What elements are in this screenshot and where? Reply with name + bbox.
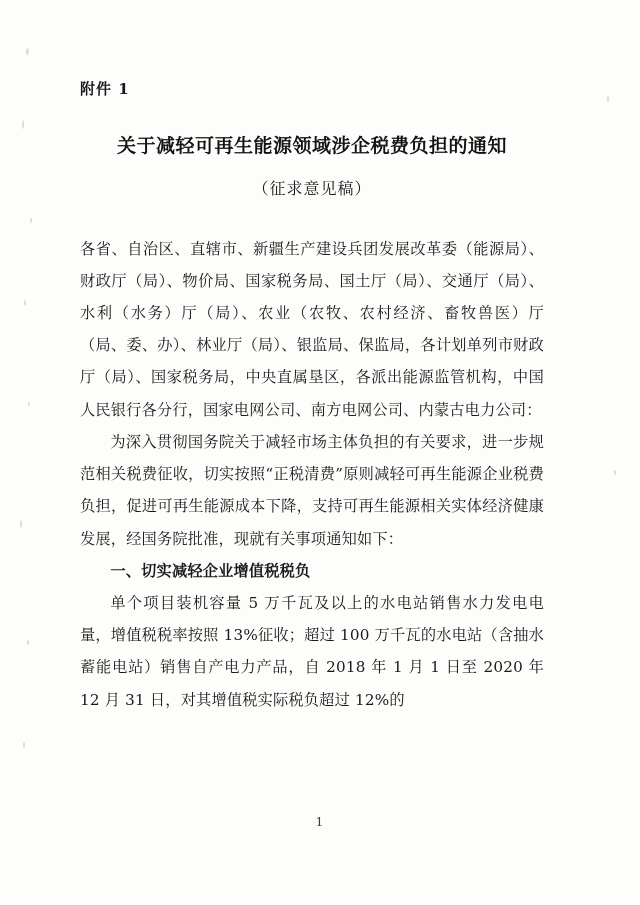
section-one-paragraph: 单个项目装机容量 5 万千瓦及以上的水电站销售水力发电电量，增值税税率按照 13%征收；超过 100 万千瓦的水电站（含抽水蓄能电站）销售自产电力产品，自 2018 年 1 月 1 日至 2020 年 12 月 31 日，对其增值税实际税负超过 12%的 <box>80 594 544 709</box>
section-heading-one: 一、切实减轻企业增值税税负 <box>110 561 311 580</box>
page-title: 关于减轻可再生能源领域涉企税费负担的通知 <box>116 135 507 157</box>
attachment-label: 附件 1 <box>80 80 130 98</box>
preamble-paragraph: 为深入贯彻国务院关于减轻市场主体负担的有关要求，进一步规范相关税费征收，切实按照“正税清费”原则减轻可再生能源企业税费负担，促进可再生能源成本下降，支持可再生能源相关实体经济健康发展，经国务院批准，现就有关事项通知如下： <box>80 432 544 548</box>
page-number: 1 <box>315 815 325 829</box>
document-subtitle: （征求意见稿） <box>252 178 372 198</box>
recipients-paragraph: 各省、自治区、直辖市、新疆生产建设兵团发展改革委（能源局）、财政厅（局）、物价局、国家税务局、国土厅（局）、交通厅（局）、水利（水务）厅（局）、农业（农牧、农村经济、畜牧兽医）厅（局、委、办）、林业厅（局）、银监局、保监局，各计划单列市财政厅（局）、国家税务局，中央直属垦区，各派出能源监管机构，中国人民银行各分行，国家电网公司、南方电网公司、内蒙古电力公司： <box>80 239 544 419</box>
document-text <box>80 233 544 716</box>
